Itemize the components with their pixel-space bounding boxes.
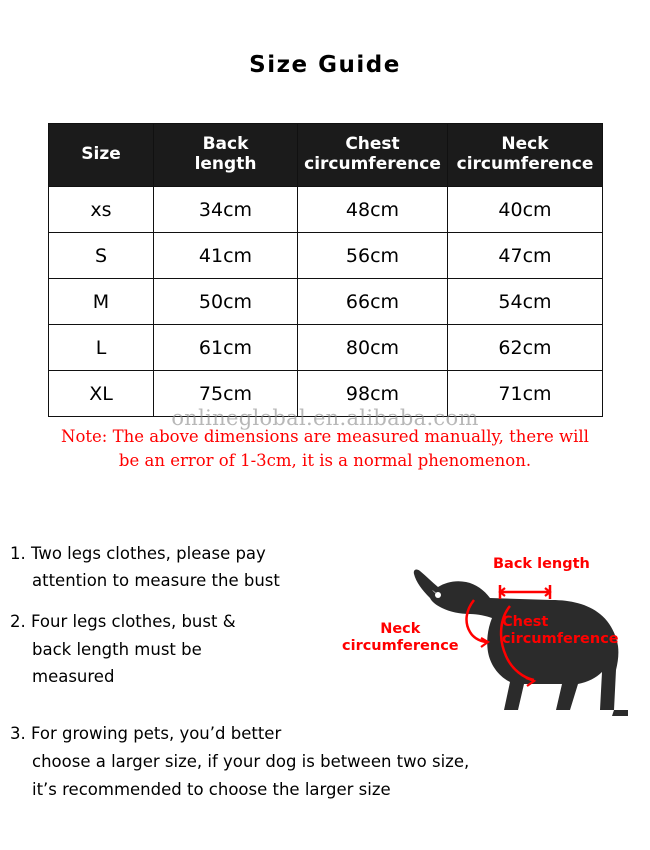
column-header-chest-line1: Chest [345, 134, 400, 155]
note-line-1: Note: The above dimensions are measured manually, there will [61, 427, 589, 446]
table-header-row [49, 124, 603, 187]
cell-back-length: 75cm [154, 371, 298, 417]
label-neck-line1: Neck [380, 621, 421, 637]
cell-size: S [49, 233, 154, 279]
instruction-number: 1. [10, 544, 26, 563]
list-item [10, 540, 410, 594]
cell-chest: 98cm [298, 371, 448, 417]
cell-chest: 48cm [298, 187, 448, 233]
column-header-neck-line2: circumference [456, 154, 594, 174]
instruction-line-2: choose a larger size, if your dog is between two size, [32, 752, 470, 772]
column-header-back-length [154, 124, 298, 187]
label-chest-circumference [502, 614, 619, 647]
column-header-chest-line2: circumference [304, 154, 441, 174]
cell-back-length: 34cm [154, 187, 298, 233]
table-row [49, 371, 603, 417]
cell-neck: 47cm [448, 233, 603, 279]
cell-neck: 71cm [448, 371, 603, 417]
cell-back-length: 61cm [154, 325, 298, 371]
table-row [49, 233, 603, 279]
column-header-size-line1: Size [81, 144, 121, 165]
cell-size: M [49, 279, 154, 325]
page-title: Size Guide [249, 52, 401, 78]
list-item-3 [10, 720, 640, 804]
column-header-chest [298, 124, 448, 187]
instruction-number: 3. [10, 724, 26, 743]
table-row [49, 279, 603, 325]
label-neck-circumference [342, 621, 459, 654]
cell-size: xs [49, 187, 154, 233]
cell-neck: 62cm [448, 325, 603, 371]
label-back-length: Back length [493, 556, 590, 572]
label-chest-line2: circumference [502, 630, 619, 647]
cell-chest: 56cm [298, 233, 448, 279]
back-length-arrow-icon [500, 585, 550, 599]
cell-size: XL [49, 371, 154, 417]
instruction-line-1: Four legs clothes, bust & [31, 612, 236, 632]
instruction-line-3: measured [32, 666, 115, 686]
cell-chest: 66cm [298, 279, 448, 325]
cell-back-length: 50cm [154, 279, 298, 325]
instruction-line-2: back length must be [32, 639, 202, 659]
label-chest-line1: Chest [502, 614, 549, 630]
table-body [49, 187, 603, 417]
dog-measurement-diagram [342, 548, 645, 723]
instruction-line-3: it’s recommended to choose the larger size [32, 780, 391, 800]
table-row [49, 187, 603, 233]
watermark: onlineglobal.en.alibaba.com [171, 406, 479, 430]
size-table [48, 123, 603, 417]
measurement-note [0, 425, 650, 473]
cell-neck: 40cm [448, 187, 603, 233]
table-header [49, 124, 603, 187]
table-row [49, 325, 603, 371]
cell-size: L [49, 325, 154, 371]
instruction-line-1: Two legs clothes, please pay [31, 544, 266, 563]
size-table-container [48, 123, 602, 417]
column-header-size [49, 124, 154, 187]
instruction-line-2: attention to measure the bust [32, 571, 280, 591]
column-header-back-length-line1: Back [202, 134, 249, 155]
cell-chest: 80cm [298, 325, 448, 371]
instruction-number: 2. [10, 612, 26, 632]
instruction-line-1: For growing pets, you’d better [31, 724, 282, 743]
cell-back-length: 41cm [154, 233, 298, 279]
note-line-2: be an error of 1-3cm, it is a normal phenomenon. [118, 450, 532, 470]
cell-neck: 54cm [448, 279, 603, 325]
column-header-neck [448, 124, 603, 187]
column-header-neck-line1: Neck [501, 134, 549, 155]
label-neck-line2: circumference [342, 637, 459, 654]
column-header-back-length-line2: length [194, 154, 257, 174]
